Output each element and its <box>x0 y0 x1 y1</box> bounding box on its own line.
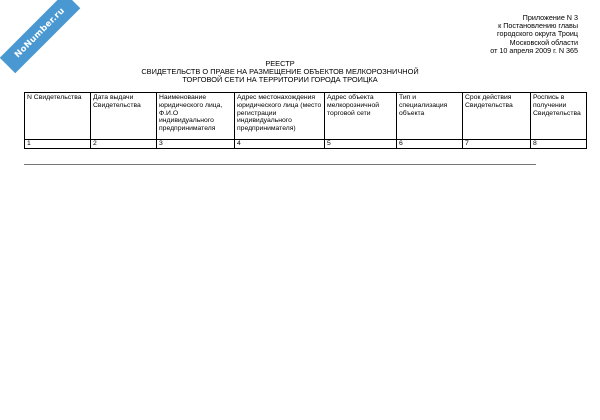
column-header: Наименование юридического лица, Ф.И.О индивидуального предпринимателя <box>157 93 235 140</box>
column-header: Адрес объекта мелкорозничной торговой сети <box>325 93 397 140</box>
appendix-line: к Постановлению главы <box>498 21 578 31</box>
appendix-line: от 10 апреля 2009 г. N 365 <box>490 45 578 55</box>
column-number: 3 <box>157 140 235 149</box>
column-number: 5 <box>325 140 397 149</box>
column-number: 7 <box>463 140 531 149</box>
appendix-note <box>448 14 578 55</box>
watermark-logo: NoNumber.ru <box>0 0 80 73</box>
column-number: 8 <box>531 140 587 149</box>
column-number: 1 <box>25 140 91 149</box>
appendix-line: Приложение N 3 <box>522 13 578 22</box>
column-header: Тип и специализация объекта <box>397 93 463 140</box>
column-header: Адрес местонахождения юридического лица (место регистрации индивидуального предпринимателя) <box>235 93 325 140</box>
title-line: СВИДЕТЕЛЬСТВ О ПРАВЕ НА РАЗМЕЩЕНИЕ ОБЪЕКТОВ МЕЛКОРОЗНИЧНОЙ <box>141 67 419 77</box>
column-number: 4 <box>235 140 325 149</box>
appendix-line: Московской области <box>509 37 578 47</box>
column-number: 6 <box>397 140 463 149</box>
column-header: Срок действия Свидетельства <box>463 93 531 140</box>
title-line: РЕЕСТР <box>265 59 295 68</box>
separator-line <box>24 164 536 165</box>
document-title <box>110 60 450 85</box>
title-line: ТОРГОВОЙ СЕТИ НА ТЕРРИТОРИИ ГОРОДА ТРОИЦКА <box>182 75 378 85</box>
table-header-row <box>25 93 587 140</box>
column-number-row <box>25 140 587 149</box>
column-header: Роспись в получении Свидетельства <box>531 93 587 140</box>
column-header: N Свидетельства <box>25 93 91 140</box>
appendix-line: городского округа Троиц <box>497 29 578 39</box>
column-number: 2 <box>91 140 157 149</box>
column-header: Дата выдачи Свидетельства <box>91 93 157 140</box>
registry-table <box>24 92 587 149</box>
